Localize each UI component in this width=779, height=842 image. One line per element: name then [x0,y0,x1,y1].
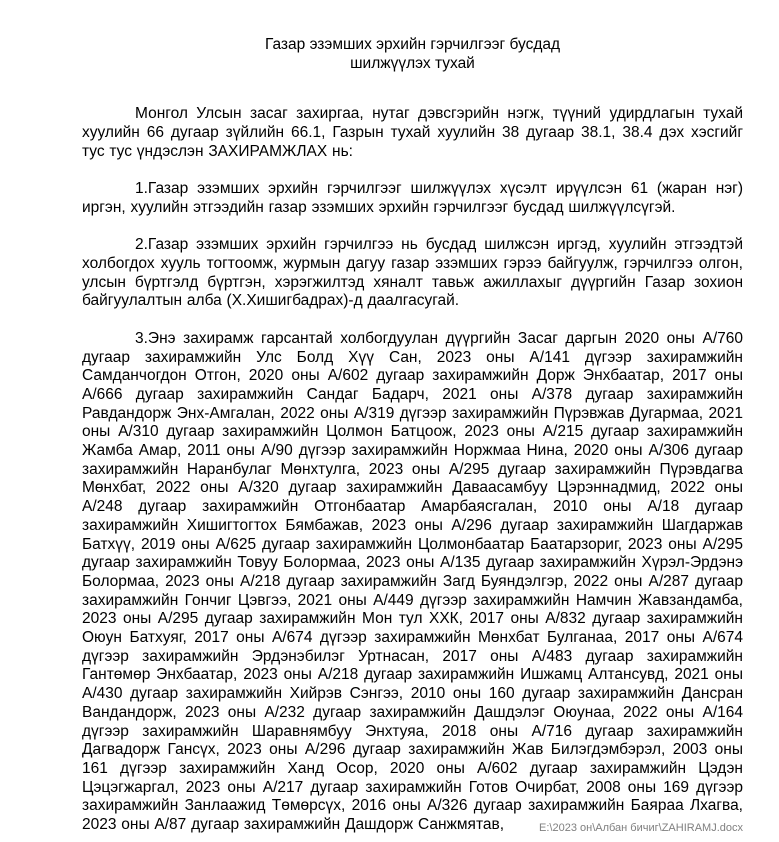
document-title [82,36,743,73]
paragraph-preamble: Монгол Улсын засаг захиргаа, нутаг дэвсгэрийн нэгж, түүний удирдлагын тухай хуулийн 66 дугаар зүйлийн 66.1, Газрын тухай хуулийн 38 дугаар 38.1, 38.4 дэх хэсгийг тус тус үндэслэн ЗАХИРАМЖЛАХ нь: [82,105,743,160]
file-path-footer: E:\2023 он\Албан бичиг\ZAHIRAMJ.docx [539,822,743,834]
document-title-line-1: Газар эзэмших эрхийн гэрчилгээг бусдад [264,36,561,53]
paragraph-clause-1: 1.Газар эзэмших эрхийн гэрчилгээг шилжүүлэх хүсэлт ирүүлсэн 61 (жаран нэг) иргэн, хуулийн этгээдийн газар эзэмших эрхийн гэрчилгээг бусдад шилжүүлсүгэй. [82,180,743,216]
document-title-line-2: шилжүүлэх тухай [350,54,475,72]
paragraph-clause-2: 2.Газар эзэмших эрхийн гэрчилгээ нь бусдад шилжсэн иргэд, хуулийн этгээдтэй холбогдох хууль тогтоомж, журмын дагуу газар эзэмших гэрээ байгуулж, гэрчилгээ олгон, улсын бүртгэлд бүртгэн, хэрэгжилтэд хяналт тавьж ажиллахыг дүүргийн Газар зохион байгуулалтын алба (Х.Хишигбадрах)-д даалгасугай. [82,236,743,310]
paragraph-clause-3: 3.Энэ захирамж гарсантай холбогдуулан дүүргийн Засаг даргын 2020 оны А/760 дугаар захирамжийн Улс Болд Хүү Сан, 2023 оны А/141 дүгээр захирамжийн Самданчогдон Отгон, 2020 оны А/602 дугаар захирамжийн Дорж Энхбаатар, 2017 оны А/666 дугаар захирамжийн Сандаг Бадарч, 2021 оны А/378 дугаар захирамжийн Равдандорж Энх-Амгалан, 2022 оны А/319 дүгээр захирамжийн Пүрэвжав Дугармаа, 2021 оны А/310 дугаар захирамжийн Цолмон Батцоож, 2023 оны А/215 дугаар захирамжийн Жамба Амар, 2011 оны А/90 дүгээр захирамжийн Норжмаа Нина, 2020 оны А/306 дугаар захирамжийн Наранбулаг Мөнхтулга, 2023 оны А/295 дугаар захирамжийн Пүрэвдагва Мөнхбат, 2022 оны А/320 дугаар захирамжийн Даваасамбуу Цэрэннадмид, 2022 оны А/248 дугаар захирамжийн Отгонбаатар Амарбаясгалан, 2010 оны А/18 дугаар захирамжийн Хишигтогтох Бямбажав, 2023 оны А/296 дугаар захирамжийн Шагдаржав Батхүү, 2019 оны А/625 дугаар захирамжийн Цолмонбаатар Баатарзориг, 2023 оны А/295 дугаар захирамжийн Товуу Болормаа, 2023 оны А/135 дугаар захирамжийн Хүрэл-Эрдэнэ Болормаа, 2023 оны А/218 дугаар захирамжийн Загд Буяндэлгэр, 2022 оны А/287 дугаар захирамжийн Гончиг Цэвгээ, 2021 оны А/449 дүгээр захирамжийн Намчин Жавзандамба, 2023 оны А/295 дугаар захирамжийн Мон тул ХХК, 2017 оны А/832 дугаар захирамжийн Оюун Батхуяг, 2017 оны А/674 дүгээр захирамжийн Мөнхбат Булганаа, 2017 оны А/674 дүгээр захирамжийн Эрдэнэбилэг Уртнасан, 2017 оны А/483 дугаар захирамжийн Гантөмөр Энхбаатар, 2023 оны А/218 дугаар захирамжийн Ишжамц Алтансувд, 2021 оны А/430 дугаар захирамжийн Хийрэв Сэнгээ, 2010 оны 160 дугаар захирамжийн Дансран Вандандорж, 2023 оны А/232 дугаар захирамжийн Дашдэлэг Оюунаа, 2022 оны А/164 дүгээр захирамжийн Шаравнямбуу Энхтуяа, 2018 оны А/716 дугаар захирамжийн Дагвадорж Гансүх, 2023 оны А/296 дугаар захирамжийн Жав Билэгдэмбэрэл, 2003 оны 161 дүгээр захирамжийн Ханд Осор, 2020 оны А/602 дугаар захирамжийн Цэдэн Цэцэгжаргал, 2023 оны А/217 дугаар захирамжийн Готов Очирбат, 2008 оны 169 дүгээр захирамжийн Занлаажид Төмөрсүх, 2016 оны А/326 дугаар захирамжийн Баяраа Лхагва, 2023 оны А/87 дугаар захирамжийн Дашдорж Санжмятав, [82,329,743,834]
document-body [82,36,743,835]
